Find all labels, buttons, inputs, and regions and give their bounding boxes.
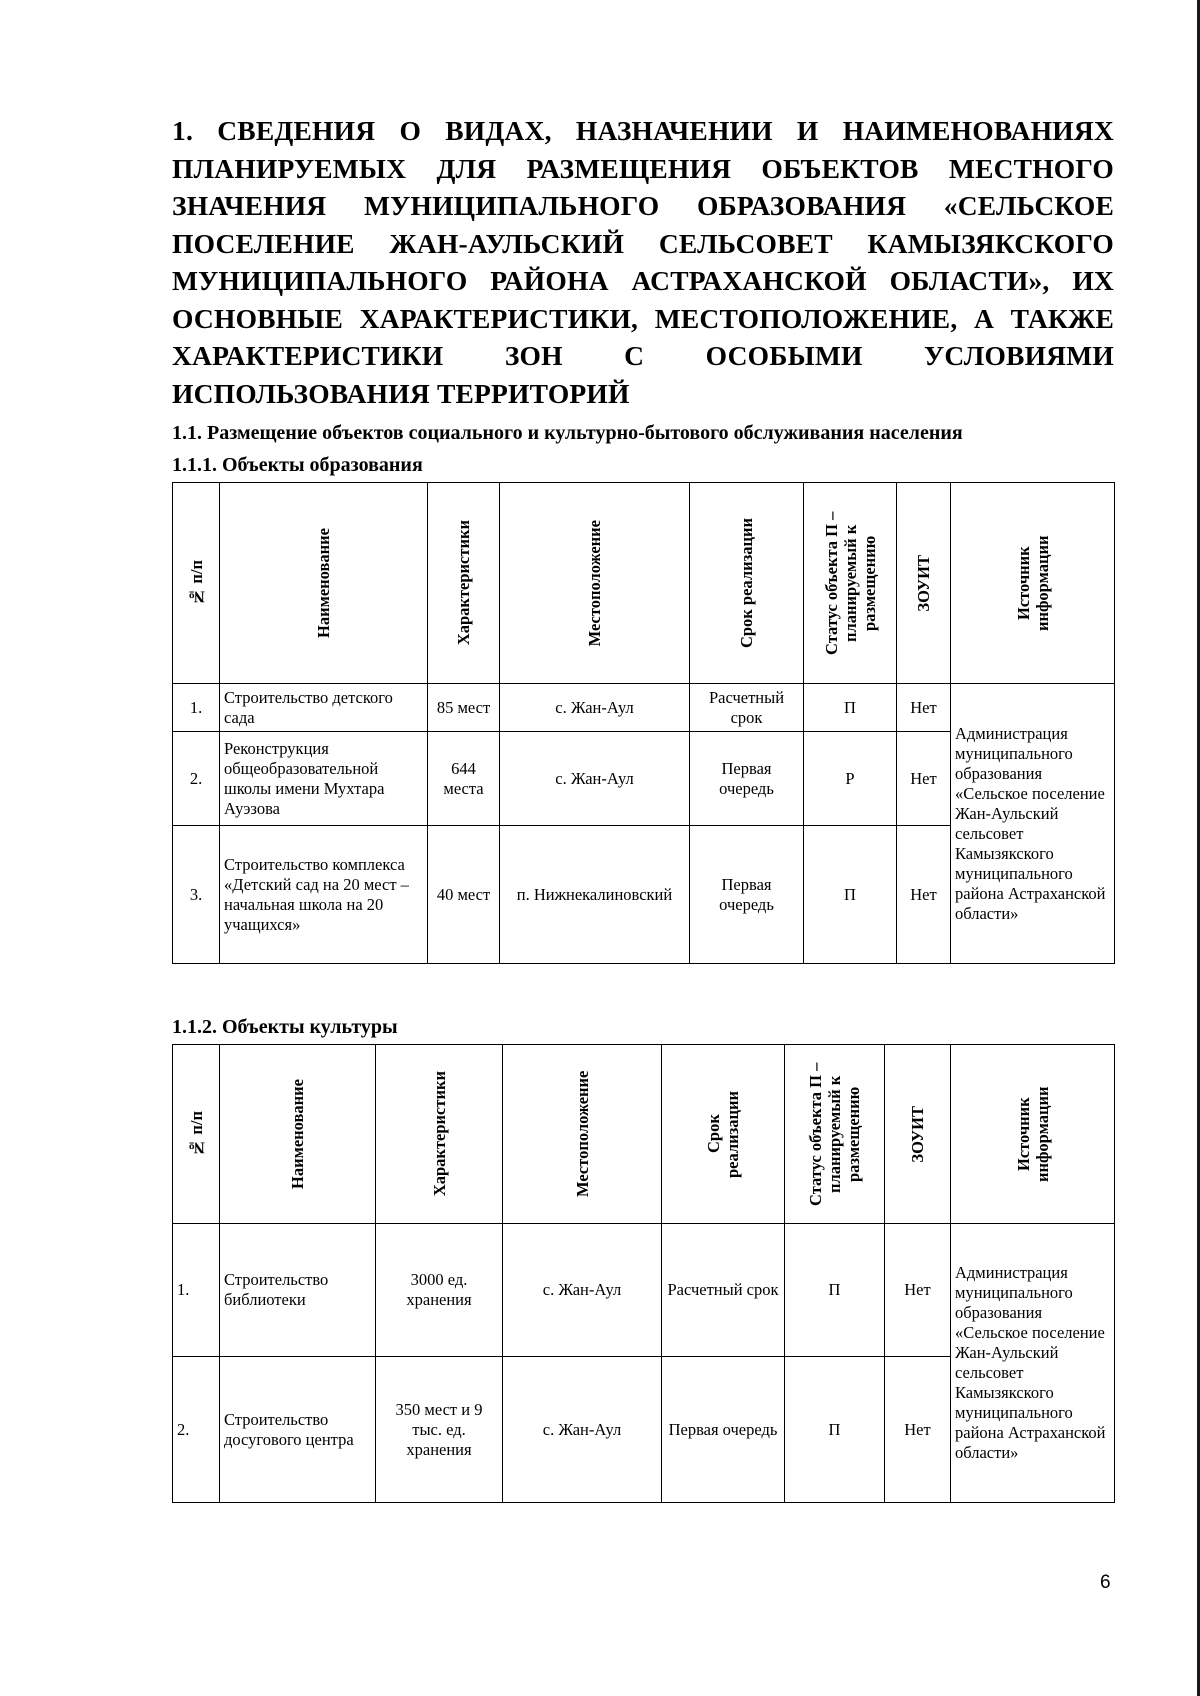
row-zouit: Нет [897, 732, 951, 826]
education-section-title: 1.1.1. Объекты образования [172, 454, 423, 476]
header-characteristics: Характеристики [428, 483, 500, 684]
row-status: П [804, 684, 897, 732]
row-location: с. Жан-Аул [503, 1357, 662, 1503]
header-status: Статус объекта П – планируемый к размещению [785, 1045, 885, 1224]
document-page [172, 112, 1114, 1503]
row-name: Строительство досугового центра [220, 1357, 376, 1503]
row-source: Администрация муниципального образования «Сельское поселение Жан-Аульский сельсовет Камызякского муниципального района Астраханской области» [951, 1224, 1115, 1503]
culture-objects-table [172, 1044, 1115, 1503]
header-name: Наименование [220, 483, 428, 684]
header-location: Местоположение [500, 483, 690, 684]
header-location: Местоположение [503, 1045, 662, 1224]
header-status: Статус объекта П – планируемый к размещению [804, 483, 897, 684]
row-characteristics: 350 мест и 9 тыс. ед. хранения [376, 1357, 503, 1503]
row-num: 1. [173, 684, 220, 732]
header-zouit: ЗОУИТ [897, 483, 951, 684]
row-zouit: Нет [897, 684, 951, 732]
row-name: Строительство библиотеки [220, 1224, 376, 1357]
row-name: Строительство детского сада [220, 684, 428, 732]
row-characteristics: 644 места [428, 732, 500, 826]
culture-section-title: 1.1.2. Объекты культуры [172, 1016, 398, 1038]
row-status: П [785, 1224, 885, 1357]
page-number: 6 [1100, 1572, 1111, 1593]
header-name: Наименование [220, 1045, 376, 1224]
table-row [173, 1224, 1115, 1357]
header-characteristics: Характеристики [376, 1045, 503, 1224]
document-heading: 1. СВЕДЕНИЯ О ВИДАХ, НАЗНАЧЕНИИ И НАИМЕНОВАНИЯХ ПЛАНИРУЕМЫХ ДЛЯ РАЗМЕЩЕНИЯ ОБЪЕКТОВ МЕСТНОГО ЗНАЧЕНИЯ МУНИЦИПАЛЬНОГО ОБРАЗОВАНИЯ «СЕЛЬСКОЕ ПОСЕЛЕНИЕ ЖАН-АУЛЬСКИЙ СЕЛЬСОВЕТ КАМЫЗЯКСКОГО МУНИЦИПАЛЬНОГО РАЙОНА АСТРАХАНСКОЙ ОБЛАСТИ», ИХ ОСНОВНЫЕ ХАРАКТЕРИСТИКИ, МЕСТОПОЛОЖЕНИЕ, А ТАКЖЕ ХАРАКТЕРИСТИКИ ЗОН С ОСОБЫМИ УСЛОВИЯМИ ИСПОЛЬЗОВАНИЯ ТЕРРИТОРИЙ [172, 115, 1114, 409]
row-term: Первая очередь [662, 1357, 785, 1503]
row-characteristics: 85 мест [428, 684, 500, 732]
header-term: Срок реализации [662, 1045, 785, 1224]
row-num: 3. [173, 826, 220, 964]
row-term: Расчетный срок [662, 1224, 785, 1357]
table-row [173, 684, 1115, 732]
row-num: 1. [173, 1224, 220, 1357]
header-term: Срок реализации [690, 483, 804, 684]
row-location: с. Жан-Аул [500, 732, 690, 826]
row-term: Первая очередь [690, 826, 804, 964]
row-location: п. Нижнекалиновский [500, 826, 690, 964]
row-location: с. Жан-Аул [503, 1224, 662, 1357]
table-header-row [173, 1045, 1115, 1224]
row-zouit: Нет [897, 826, 951, 964]
row-status: П [804, 826, 897, 964]
row-characteristics: 3000 ед. хранения [376, 1224, 503, 1357]
table-header-row [173, 483, 1115, 684]
row-location: с. Жан-Аул [500, 684, 690, 732]
row-zouit: Нет [885, 1357, 951, 1503]
header-num: № п/п [173, 1045, 220, 1224]
row-source: Администрация муниципального образования «Сельское поселение Жан-Аульский сельсовет Камызякского муниципального района Астраханской области» [951, 684, 1115, 964]
header-num: № п/п [173, 483, 220, 684]
row-name: Строительство комплекса «Детский сад на 20 мест – начальная школа на 20 учащихся» [220, 826, 428, 964]
education-objects-table [172, 482, 1115, 964]
header-zouit: ЗОУИТ [885, 1045, 951, 1224]
row-zouit: Нет [885, 1224, 951, 1357]
row-num: 2. [173, 1357, 220, 1503]
row-term: Первая очередь [690, 732, 804, 826]
row-num: 2. [173, 732, 220, 826]
header-source: Источник информации [951, 483, 1115, 684]
row-name: Реконструкция общеобразовательной школы имени Мухтара Ауэзова [220, 732, 428, 826]
row-status: П [785, 1357, 885, 1503]
header-source: Источник информации [951, 1045, 1115, 1224]
row-characteristics: 40 мест [428, 826, 500, 964]
row-status: Р [804, 732, 897, 826]
subsection-heading: 1.1. Размещение объектов социального и культурно-бытового обслуживания населения [172, 422, 963, 444]
row-term: Расчетный срок [690, 684, 804, 732]
